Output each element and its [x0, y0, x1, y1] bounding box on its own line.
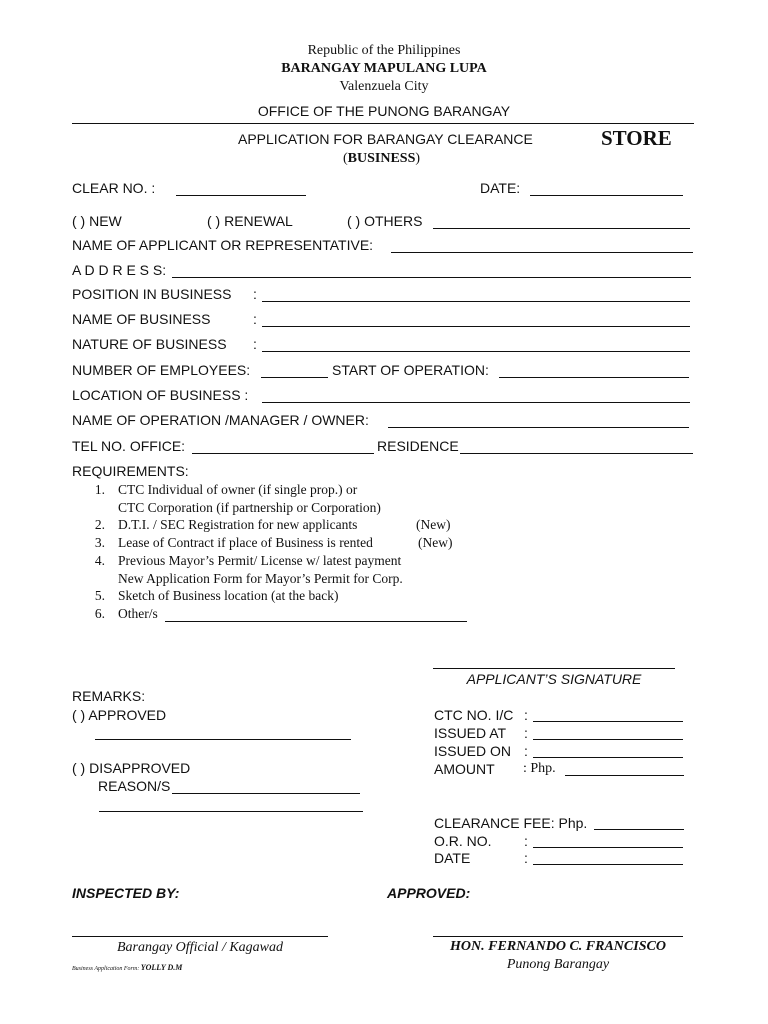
tel-office-label: TEL NO. OFFICE:	[72, 438, 186, 454]
form-note: Business Application Form: YOLLY D.M	[72, 963, 183, 972]
header-divider	[72, 123, 694, 124]
req-text: D.T.I. / SEC Registration for new applicants	[118, 517, 358, 532]
location-field[interactable]	[262, 402, 690, 403]
others-field[interactable]	[433, 228, 690, 229]
clear-no-label: CLEAR NO. :	[72, 180, 156, 196]
republic-line: Republic of the Philippines	[307, 43, 461, 58]
req-number: 3.	[94, 535, 105, 550]
fee-date-colon: :	[524, 850, 528, 866]
req-text: Previous Mayor’s Permit/ License w/ latest payment	[118, 553, 402, 568]
issued-at-field[interactable]	[533, 739, 683, 740]
business-name-colon: :	[253, 311, 257, 327]
approved-field[interactable]	[95, 739, 351, 740]
clearance-fee-field[interactable]	[594, 829, 684, 830]
business-name-field[interactable]	[262, 326, 690, 327]
captain-title: Punong Barangay	[506, 957, 610, 972]
applicant-signature-line[interactable]	[433, 668, 675, 669]
req-number: 4.	[94, 553, 105, 568]
others-req-field[interactable]	[165, 621, 467, 622]
office-title: OFFICE OF THE PUNONG BARANGAY	[257, 103, 511, 119]
address-label: A D D R E S S:	[72, 262, 167, 278]
ctc-no-colon: :	[524, 707, 528, 723]
city-name: Valenzuela City	[339, 79, 429, 94]
or-no-field[interactable]	[533, 847, 683, 848]
fee-date-label: DATE	[434, 850, 471, 866]
issued-on-field[interactable]	[533, 757, 683, 758]
others-checkbox[interactable]: ( ) OTHERS	[347, 213, 423, 229]
req-text: CTC Individual of owner (if single prop.) or	[118, 482, 358, 497]
manager-field[interactable]	[388, 427, 689, 428]
reason-field-2[interactable]	[99, 811, 363, 812]
or-no-label: O.R. NO.	[434, 833, 492, 849]
employees-field[interactable]	[261, 377, 328, 378]
address-field[interactable]	[172, 277, 691, 278]
tel-office-field[interactable]	[192, 453, 374, 454]
nature-field[interactable]	[262, 351, 690, 352]
reason-label: REASON/S	[98, 778, 171, 794]
position-colon: :	[253, 286, 257, 302]
req-number: 6.	[94, 606, 105, 621]
applicant-label: NAME OF APPLICANT OR REPRESENTATIVE:	[72, 237, 374, 253]
disapproved-checkbox[interactable]: ( ) DISAPPROVED	[72, 760, 191, 776]
remarks-heading: REMARKS:	[72, 688, 146, 704]
clearance-fee-label: CLEARANCE FEE: Php.	[434, 815, 588, 831]
form-title: APPLICATION FOR BARANGAY CLEARANCE	[238, 131, 533, 147]
approved-checkbox[interactable]: ( ) APPROVED	[72, 707, 167, 723]
position-label: POSITION IN BUSINESS	[72, 286, 232, 302]
req-tag: (New)	[418, 535, 453, 550]
approved-label: APPROVED:	[387, 885, 471, 901]
start-label: START OF OPERATION:	[332, 362, 489, 378]
nature-label: NATURE OF BUSINESS	[72, 336, 227, 352]
store-stamp: STORE	[601, 126, 672, 150]
form-subtitle: (BUSINESS)	[343, 151, 421, 166]
req-text: Other/s	[118, 606, 158, 621]
req-text: CTC Corporation (if partnership or Corporation)	[118, 500, 381, 515]
amount-php: : Php.	[523, 761, 556, 776]
requirements-heading: REQUIREMENTS:	[72, 463, 189, 479]
applicant-signature-label: APPLICANT’S SIGNATURE	[466, 671, 642, 687]
clear-no-field[interactable]	[176, 195, 306, 196]
req-number: 5.	[94, 588, 105, 603]
req-text: New Application Form for Mayor’s Permit for Corp.	[118, 571, 403, 586]
reason-field[interactable]	[172, 793, 360, 794]
req-number: 2.	[94, 517, 105, 532]
position-field[interactable]	[262, 301, 690, 302]
req-number: 1.	[94, 482, 105, 497]
amount-field[interactable]	[565, 775, 684, 776]
captain-name: HON. FERNANDO C. FRANCISCO	[450, 939, 666, 954]
issued-at-colon: :	[524, 725, 528, 741]
official-title: Barangay Official / Kagawad	[116, 940, 284, 955]
or-no-colon: :	[524, 833, 528, 849]
residence-field[interactable]	[460, 453, 693, 454]
renewal-checkbox[interactable]: ( ) RENEWAL	[207, 213, 293, 229]
req-text: Sketch of Business location (at the back)	[118, 588, 339, 603]
start-field[interactable]	[499, 377, 689, 378]
captain-signature-line[interactable]	[433, 936, 683, 937]
issued-at-label: ISSUED AT	[434, 725, 507, 741]
issued-on-label: ISSUED ON	[434, 743, 512, 759]
residence-label: RESIDENCE	[377, 438, 459, 454]
req-tag: (New)	[416, 517, 451, 532]
inspected-by-label: INSPECTED BY:	[72, 885, 180, 901]
inspector-signature-line[interactable]	[72, 936, 328, 937]
ctc-no-label: CTC NO. I/C	[434, 707, 514, 723]
new-checkbox[interactable]: ( ) NEW	[72, 213, 122, 229]
date-field[interactable]	[530, 195, 683, 196]
business-name-label: NAME OF BUSINESS	[72, 311, 211, 327]
employees-label: NUMBER OF EMPLOYEES:	[72, 362, 251, 378]
ctc-no-field[interactable]	[533, 721, 683, 722]
location-label: LOCATION OF BUSINESS :	[72, 387, 249, 403]
barangay-name: BARANGAY MAPULANG LUPA	[281, 61, 487, 76]
issued-on-colon: :	[524, 743, 528, 759]
nature-colon: :	[253, 336, 257, 352]
fee-date-field[interactable]	[533, 864, 683, 865]
applicant-field[interactable]	[391, 252, 693, 253]
manager-label: NAME OF OPERATION /MANAGER / OWNER:	[72, 412, 369, 428]
amount-label: AMOUNT	[434, 761, 495, 777]
date-label: DATE:	[480, 180, 521, 196]
req-text: Lease of Contract if place of Business is rented	[118, 535, 373, 550]
